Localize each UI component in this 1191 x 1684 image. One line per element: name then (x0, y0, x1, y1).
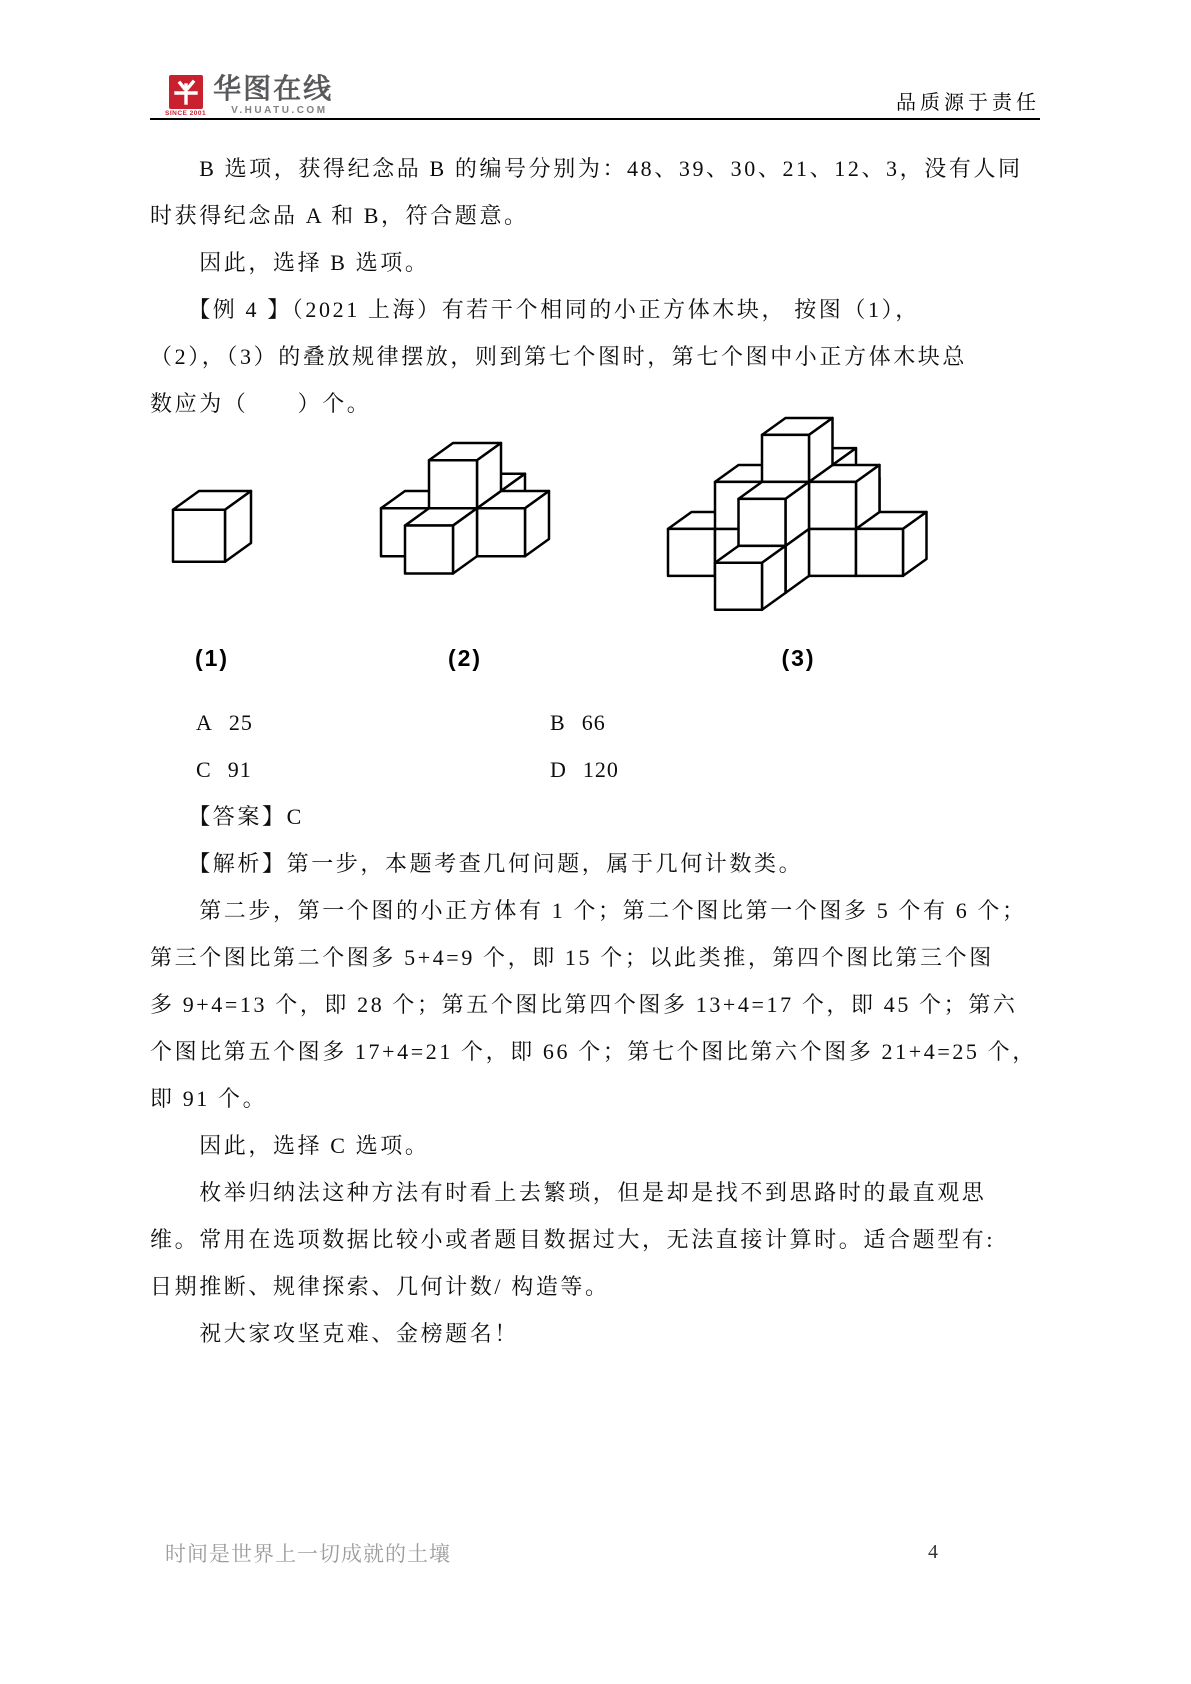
huatu-monogram-icon (169, 75, 203, 109)
paragraphs-bottom (150, 793, 1055, 1357)
paragraphs-bottom-line-8: 因此，选择 C 选项。 (150, 1133, 430, 1158)
figure-3 (665, 415, 932, 613)
paragraphs-bottom-line-9: 枚举归纳法这种方法有时看上去繁琐，但是却是找不到思路时的最直观思 (150, 1180, 987, 1205)
option-D-value: 120 (582, 756, 619, 782)
logo-name: 华图在线 (213, 73, 334, 104)
option-D (550, 757, 619, 783)
logo-text (213, 75, 333, 116)
option-A (196, 710, 550, 736)
huatu-logo (165, 75, 333, 117)
paragraphs-bottom-line-5: 多 9+4=13 个，即 28 个；第五个图比第四个图多 13+4=17 个，即 45 个；第六 (150, 992, 1018, 1017)
cube-figure-1 (170, 488, 254, 565)
paragraphs-top-line-4: 【例 4 】（2021 上海）有若干个相同的小正方体木块， 按图（1）， (150, 297, 920, 322)
figure-block (150, 410, 1050, 700)
paragraphs-top-line-6: 数应为（ ）个。 (150, 391, 372, 416)
header-slogan: 品质源于责任 (896, 92, 1040, 114)
paragraphs-top-line-2: 时获得纪念品 A 和 B，符合题意。 (150, 203, 529, 228)
paragraphs-bottom-line-2: 【解析】第一步，本题考查几何问题，属于几何计数类。 (150, 851, 804, 876)
option-C (196, 757, 550, 783)
option-A-value: 25 (228, 709, 253, 735)
logo-mark-wrap (165, 75, 206, 117)
cube-figure-3 (665, 415, 930, 613)
huatu-monogram-glyph (172, 78, 200, 106)
page-header (150, 74, 1040, 120)
footer-motto: 时间是世界上一切成就的土壤 (165, 1543, 451, 1566)
paragraphs-top-line-3: 因此，选择 B 选项。 (150, 250, 430, 275)
paragraphs-bottom-line-11: 日期推断、规律探索、几何计数/ 构造等。 (150, 1274, 610, 1299)
figure-2 (378, 440, 552, 577)
paragraphs-bottom-line-12: 祝大家攻坚克难、金榜题名！ (150, 1321, 520, 1346)
paragraphs-bottom-line-7: 即 91 个。 (150, 1086, 268, 1111)
paragraphs-bottom-line-6: 个图比第五个图多 17+4=21 个，即 66 个；第七个图比第六个图多 21+4=25 个， (150, 1039, 1037, 1064)
paragraphs-top (150, 145, 1055, 427)
option-A-letter: A (196, 709, 213, 735)
option-C-letter: C (196, 756, 212, 782)
option-B (550, 710, 606, 736)
paragraphs-bottom-line-10: 维。常用在选项数据比较小或者题目数据过大，无法直接计算时。适合题型有: (150, 1227, 996, 1252)
paragraphs-bottom-line-4: 第三个图比第二个图多 5+4=9 个，即 15 个；以此类推，第四个图比第三个图 (150, 945, 994, 970)
option-C-value: 91 (227, 756, 252, 782)
options-row-1 (150, 699, 1040, 746)
paragraphs-top-line-1: B 选项，获得纪念品 B 的编号分别为：48、39、30、21、12、3，没有人同 (150, 156, 1023, 181)
options-row-2 (150, 746, 1040, 793)
paragraphs-top-line-5: （2），（3）的叠放规律摆放，则到第七个图时，第七个图中小正方体木块总 (150, 344, 968, 369)
figure-label-3: (3) (781, 645, 816, 671)
logo-since-text: SINCE 2001 (165, 110, 207, 117)
logo-domain: V.HUATU.COM (231, 105, 328, 116)
figure-label-1: (1) (194, 645, 230, 671)
paragraphs-bottom-line-1: 【答案】C (150, 804, 304, 829)
option-D-letter: D (550, 756, 567, 782)
figure-1 (170, 488, 254, 565)
page-number: 4 (928, 1541, 938, 1563)
cube-figure-2 (378, 440, 552, 577)
option-B-letter: B (550, 709, 566, 735)
figure-label-2: (2) (447, 645, 483, 671)
option-B-value: 66 (581, 709, 606, 735)
options (150, 699, 1040, 793)
paragraphs-bottom-line-3: 第二步，第一个图的小正方体有 1 个；第二个图比第一个图多 5 个有 6 个； (150, 898, 1027, 923)
